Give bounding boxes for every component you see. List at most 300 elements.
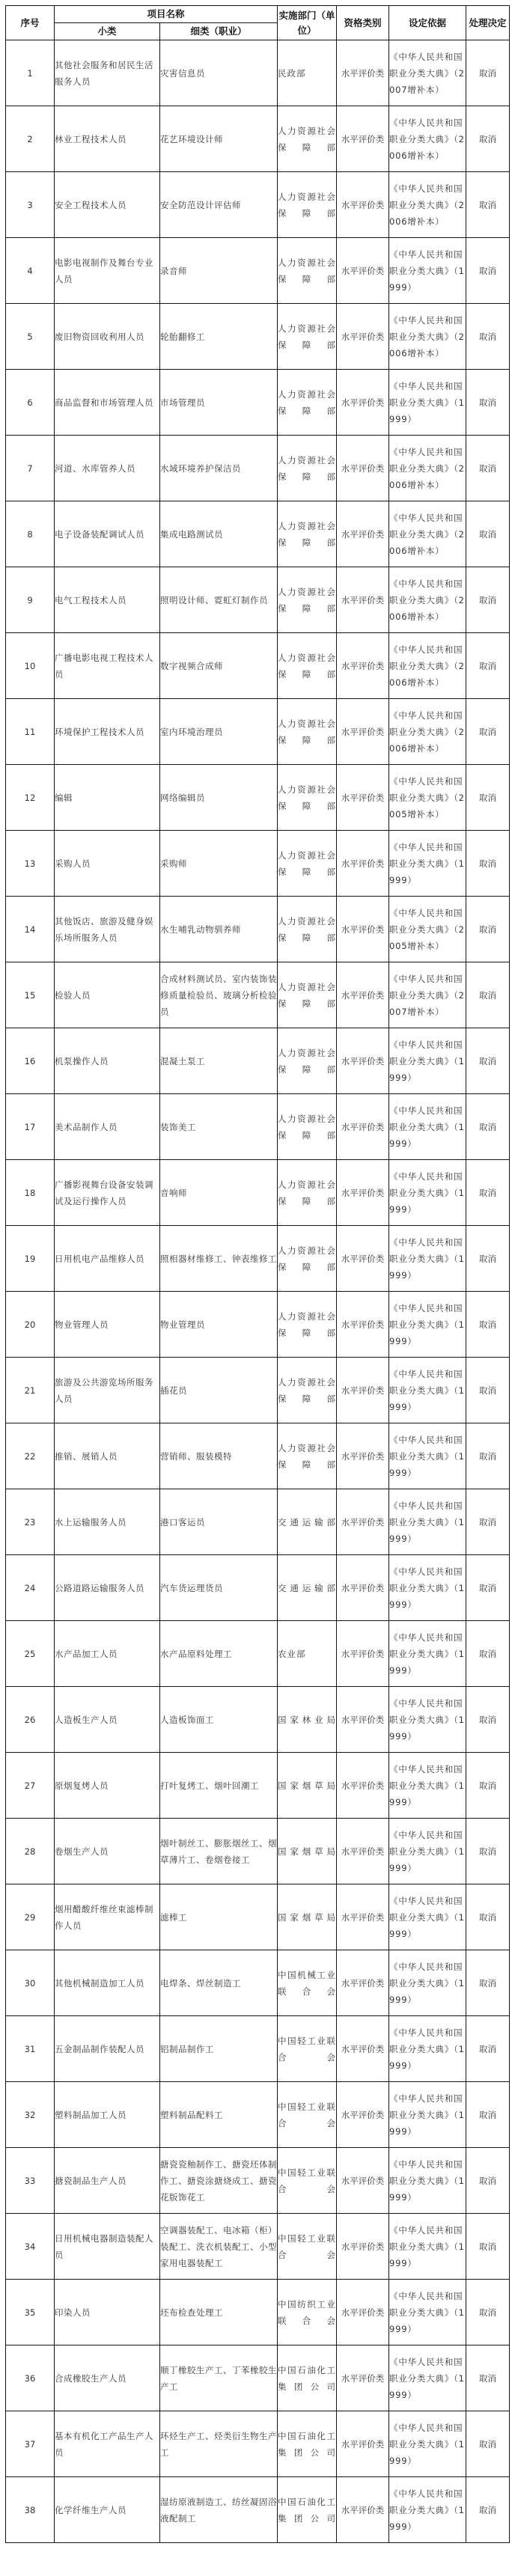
row-number: 38 [6,2477,55,2543]
table-row [6,2148,510,2214]
basis-cell: 《中华人民共和国职业分类大典》（2006增补本） [389,633,466,699]
table-row [6,1555,510,1621]
table-row [6,765,510,831]
detail-class-cell: 插花员 [160,1358,278,1423]
qual-type-cell: 水平评价类 [337,1226,389,1292]
header-decision: 处理决定 [466,6,510,40]
row-number: 24 [6,1555,55,1621]
basis-cell: 《中华人民共和国职业分类大典》（1999） [389,1489,466,1555]
decision-cell: 取消 [466,106,510,172]
row-number: 36 [6,2345,55,2411]
detail-class-cell: 室内环境治理员 [160,699,278,765]
small-class-cell: 电子设备装配调试人员 [55,501,160,567]
dept-cell: 人力资源社会保障部 [278,436,337,501]
detail-class-cell: 空调器装配工、电冰箱（柜）装配工、洗衣机装配工、小型家用电器装配工 [160,2214,278,2280]
decision-cell: 取消 [466,2345,510,2411]
row-number: 12 [6,765,55,831]
small-class-cell: 其他机械制造加工人员 [55,1950,160,2016]
dept-cell: 中国轻工业联合会 [278,2082,337,2148]
basis-cell: 《中华人民共和国职业分类大典》（1999） [389,1621,466,1687]
detail-class-cell: 汽车货运理货员 [160,1555,278,1621]
basis-cell: 《中华人民共和国职业分类大典》（2007增补本） [389,962,466,1028]
table-header [6,6,510,40]
decision-cell: 取消 [466,1950,510,2016]
detail-class-cell: 灾害信息员 [160,40,278,106]
table-row [6,1884,510,1950]
decision-cell: 取消 [466,633,510,699]
qual-type-cell: 水平评价类 [337,1358,389,1423]
dept-cell: 人力资源社会保障部 [278,831,337,897]
basis-cell: 《中华人民共和国职业分类大典》（1999） [389,1226,466,1292]
row-number: 32 [6,2082,55,2148]
table-row [6,2214,510,2280]
table-row [6,238,510,304]
small-class-cell: 日用机电产品维修人员 [55,1226,160,1292]
dept-cell: 交通运输部 [278,1489,337,1555]
dept-cell: 人力资源社会保障部 [278,304,337,370]
decision-cell: 取消 [466,962,510,1028]
basis-cell: 《中华人民共和国职业分类大典》（1999） [389,1160,466,1226]
basis-cell: 《中华人民共和国职业分类大典》（1999） [389,2345,466,2411]
basis-cell: 《中华人民共和国职业分类大典》（2006增补本） [389,567,466,633]
small-class-cell: 卷烟生产人员 [55,1819,160,1884]
table-row [6,1358,510,1423]
table-body [6,40,510,2543]
decision-cell: 取消 [466,897,510,962]
decision-cell: 取消 [466,1292,510,1358]
dept-cell: 人力资源社会保障部 [278,1094,337,1160]
small-class-cell: 采购人员 [55,831,160,897]
detail-class-cell: 港口客运员 [160,1489,278,1555]
qual-type-cell: 水平评价类 [337,238,389,304]
small-class-cell: 原烟复烤人员 [55,1753,160,1819]
detail-class-cell: 打叶复烤工、烟叶回潮工 [160,1753,278,1819]
row-number: 10 [6,633,55,699]
decision-cell: 取消 [466,40,510,106]
row-number: 15 [6,962,55,1028]
dept-cell: 中国轻工业联合会 [278,2214,337,2280]
table-row [6,567,510,633]
decision-cell: 取消 [466,1028,510,1094]
qual-type-cell: 水平评价类 [337,2082,389,2148]
qual-type-cell: 水平评价类 [337,370,389,436]
dept-cell: 农业部 [278,1621,337,1687]
qual-type-cell: 水平评价类 [337,2016,389,2082]
row-number: 37 [6,2411,55,2477]
qual-type-cell: 水平评价类 [337,633,389,699]
dept-cell: 民政部 [278,40,337,106]
decision-cell: 取消 [466,436,510,501]
detail-class-cell: 采购师 [160,831,278,897]
decision-cell: 取消 [466,2411,510,2477]
table-row [6,436,510,501]
qual-type-cell: 水平评价类 [337,1423,389,1489]
decision-cell: 取消 [466,2016,510,2082]
table-row [6,897,510,962]
small-class-cell: 废旧物资回收利用人员 [55,304,160,370]
table-row [6,1621,510,1687]
qual-type-cell: 水平评价类 [337,2477,389,2543]
decision-cell: 取消 [466,831,510,897]
basis-cell: 《中华人民共和国职业分类大典》（1999） [389,2214,466,2280]
decision-cell: 取消 [466,2477,510,2543]
small-class-cell: 化学纤维生产人员 [55,2477,160,2543]
basis-cell: 《中华人民共和国职业分类大典》（1999） [389,2148,466,2214]
dept-cell: 人力资源社会保障部 [278,1358,337,1423]
row-number: 17 [6,1094,55,1160]
row-number: 20 [6,1292,55,1358]
detail-class-cell: 搪瓷瓷釉制作工、搪瓷坯体制作工、搪瓷涂搪烧成工、搪瓷花版饰花工 [160,2148,278,2214]
basis-cell: 《中华人民共和国职业分类大典》（1999） [389,1028,466,1094]
dept-cell: 人力资源社会保障部 [278,172,337,238]
basis-cell: 《中华人民共和国职业分类大典》（2007增补本） [389,40,466,106]
detail-class-cell: 水生哺乳动物驯养师 [160,897,278,962]
qual-type-cell: 水平评价类 [337,1687,389,1753]
small-class-cell: 合成橡胶生产人员 [55,2345,160,2411]
basis-cell: 《中华人民共和国职业分类大典》（1999） [389,2477,466,2543]
detail-class-cell: 市场管理员 [160,370,278,436]
small-class-cell: 河道、水库管养人员 [55,436,160,501]
dept-cell: 人力资源社会保障部 [278,633,337,699]
basis-cell: 《中华人民共和国职业分类大典》（1999） [389,2411,466,2477]
detail-class-cell: 音响师 [160,1160,278,1226]
small-class-cell: 其他社会服务和居民生活服务人员 [55,40,160,106]
header-dept: 实施部门（单位） [278,6,337,40]
decision-cell: 取消 [466,2148,510,2214]
qual-type-cell: 水平评价类 [337,2214,389,2280]
small-class-cell: 五金制品制作装配人员 [55,2016,160,2082]
small-class-cell: 其他饭店、旅游及健身娱乐场所服务人员 [55,897,160,962]
detail-class-cell: 录音师 [160,238,278,304]
basis-cell: 《中华人民共和国职业分类大典》（2006增补本） [389,501,466,567]
small-class-cell: 电气工程技术人员 [55,567,160,633]
dept-cell: 人力资源社会保障部 [278,1423,337,1489]
small-class-cell: 搪瓷制品生产人员 [55,2148,160,2214]
basis-cell: 《中华人民共和国职业分类大典》（1999） [389,1687,466,1753]
row-number: 19 [6,1226,55,1292]
detail-class-cell: 安全防范设计评估师 [160,172,278,238]
detail-class-cell: 花艺环境设计师 [160,106,278,172]
dept-cell: 中国纺织工业联合会 [278,2280,337,2345]
dept-cell: 中国石油化工集团公司 [278,2345,337,2411]
basis-cell: 《中华人民共和国职业分类大典》（1999） [389,1753,466,1819]
dept-cell: 人力资源社会保障部 [278,1226,337,1292]
dept-cell: 人力资源社会保障部 [278,238,337,304]
qual-type-cell: 水平评价类 [337,1753,389,1819]
detail-class-cell: 混凝土泵工 [160,1028,278,1094]
detail-class-cell: 环烃生产工、烃类衍生物生产工 [160,2411,278,2477]
row-number: 22 [6,1423,55,1489]
qual-type-cell: 水平评价类 [337,2148,389,2214]
basis-cell: 《中华人民共和国职业分类大典》（1999） [389,2082,466,2148]
small-class-cell: 塑料制品加工人员 [55,2082,160,2148]
basis-cell: 《中华人民共和国职业分类大典》（1999） [389,2016,466,2082]
qual-type-cell: 水平评价类 [337,897,389,962]
detail-class-cell: 营销师、服装模特 [160,1423,278,1489]
basis-cell: 《中华人民共和国职业分类大典》（1999） [389,1094,466,1160]
detail-class-cell: 水产品原料处理工 [160,1621,278,1687]
decision-cell: 取消 [466,1358,510,1423]
qual-type-cell: 水平评价类 [337,1028,389,1094]
decision-cell: 取消 [466,501,510,567]
qual-type-cell: 水平评价类 [337,2280,389,2345]
dept-cell: 国家烟草局 [278,1819,337,1884]
table-row [6,1753,510,1819]
small-class-cell: 烟用醋酸纤维丝束滤棒制作人员 [55,1884,160,1950]
qual-type-cell: 水平评价类 [337,40,389,106]
small-class-cell: 广播电影电视工程技术人员 [55,633,160,699]
table-row [6,1292,510,1358]
table-row [6,501,510,567]
decision-cell: 取消 [466,1884,510,1950]
small-class-cell: 日用机械电器制造装配人员 [55,2214,160,2280]
detail-class-cell: 网络编辑员 [160,765,278,831]
detail-class-cell: 合成材料测试员、室内装饰装修质量检验员、玻璃分析检验员 [160,962,278,1028]
decision-cell: 取消 [466,2082,510,2148]
table-row [6,1950,510,2016]
detail-class-cell: 数字视频合成师 [160,633,278,699]
table-row [6,370,510,436]
dept-cell: 中国轻工业联合会 [278,2016,337,2082]
row-number: 9 [6,567,55,633]
decision-cell: 取消 [466,1753,510,1819]
table-row [6,2280,510,2345]
detail-class-cell: 坯布检查处理工 [160,2280,278,2345]
basis-cell: 《中华人民共和国职业分类大典》（1999） [389,831,466,897]
small-class-cell: 安全工程技术人员 [55,172,160,238]
table-row [6,1489,510,1555]
detail-class-cell: 照明设计师、霓虹灯制作员 [160,567,278,633]
detail-class-cell: 铝制品制作工 [160,2016,278,2082]
row-number: 7 [6,436,55,501]
qual-type-cell: 水平评价类 [337,962,389,1028]
qual-type-cell: 水平评价类 [337,1884,389,1950]
row-number: 30 [6,1950,55,2016]
decision-cell: 取消 [466,699,510,765]
small-class-cell: 机泵操作人员 [55,1028,160,1094]
dept-cell: 中国石油化工集团公司 [278,2477,337,2543]
small-class-cell: 人造板生产人员 [55,1687,160,1753]
basis-cell: 《中华人民共和国职业分类大典》（2006增补本） [389,106,466,172]
row-number: 18 [6,1160,55,1226]
detail-class-cell: 集成电路测试员 [160,501,278,567]
row-number: 5 [6,304,55,370]
table-row [6,1687,510,1753]
dept-cell: 国家烟草局 [278,1884,337,1950]
qual-type-cell: 水平评价类 [337,436,389,501]
decision-cell: 取消 [466,765,510,831]
header-no: 序号 [6,6,55,40]
dept-cell: 人力资源社会保障部 [278,897,337,962]
detail-class-cell: 电焊条、焊丝制造工 [160,1950,278,2016]
table-row [6,2477,510,2543]
small-class-cell: 电影电视制作及舞台专业人员 [55,238,160,304]
dept-cell: 人力资源社会保障部 [278,1028,337,1094]
basis-cell: 《中华人民共和国职业分类大典》（2005增补本） [389,765,466,831]
decision-cell: 取消 [466,1555,510,1621]
small-class-cell: 公路道路运输服务人员 [55,1555,160,1621]
decision-cell: 取消 [466,1160,510,1226]
small-class-cell: 林业工程技术人员 [55,106,160,172]
qual-type-cell: 水平评价类 [337,1094,389,1160]
dept-cell: 中国轻工业联合会 [278,2148,337,2214]
qual-type-cell: 水平评价类 [337,2345,389,2411]
qual-type-cell: 水平评价类 [337,699,389,765]
header-basis: 设定依据 [389,6,466,40]
row-number: 8 [6,501,55,567]
qual-type-cell: 水平评价类 [337,1819,389,1884]
decision-cell: 取消 [466,1489,510,1555]
basis-cell: 《中华人民共和国职业分类大典》（1999） [389,1292,466,1358]
row-number: 33 [6,2148,55,2214]
basis-cell: 《中华人民共和国职业分类大典》（2006增补本） [389,172,466,238]
decision-cell: 取消 [466,567,510,633]
dept-cell: 人力资源社会保障部 [278,106,337,172]
table-row [6,962,510,1028]
row-number: 25 [6,1621,55,1687]
dept-cell: 中国机械工业联合会 [278,1950,337,2016]
basis-cell: 《中华人民共和国职业分类大典》（2006增补本） [389,304,466,370]
header-detail-class: 细类（职业） [160,23,278,40]
table-row [6,1028,510,1094]
small-class-cell: 基本有机化工产品生产人员 [55,2411,160,2477]
detail-class-cell: 烟叶制丝工、膨胀烟丝工、烟草薄片工、卷烟卷接工 [160,1819,278,1884]
detail-class-cell: 物业管理员 [160,1292,278,1358]
row-number: 6 [6,370,55,436]
qualification-table [5,5,510,2543]
row-number: 13 [6,831,55,897]
decision-cell: 取消 [466,238,510,304]
row-number: 34 [6,2214,55,2280]
qual-type-cell: 水平评价类 [337,765,389,831]
table-row [6,2411,510,2477]
decision-cell: 取消 [466,1621,510,1687]
decision-cell: 取消 [466,1687,510,1753]
small-class-cell: 广播影视舞台设备安装调试及运行操作人员 [55,1160,160,1226]
qual-type-cell: 水平评价类 [337,1292,389,1358]
small-class-cell: 水上运输服务人员 [55,1489,160,1555]
row-number: 16 [6,1028,55,1094]
dept-cell: 人力资源社会保障部 [278,1160,337,1226]
basis-cell: 《中华人民共和国职业分类大典》（1999） [389,2280,466,2345]
detail-class-cell: 人造板饰面工 [160,1687,278,1753]
decision-cell: 取消 [466,172,510,238]
basis-cell: 《中华人民共和国职业分类大典》（2006增补本） [389,436,466,501]
detail-class-cell: 水域环境养护保洁员 [160,436,278,501]
row-number: 31 [6,2016,55,2082]
row-number: 1 [6,40,55,106]
small-class-cell: 商品监督和市场管理人员 [55,370,160,436]
row-number: 11 [6,699,55,765]
table-row [6,106,510,172]
qual-type-cell: 水平评价类 [337,172,389,238]
basis-cell: 《中华人民共和国职业分类大典》（1999） [389,238,466,304]
small-class-cell: 环境保护工程技术人员 [55,699,160,765]
header-project-name: 项目名称 [55,6,278,23]
qual-type-cell: 水平评价类 [337,106,389,172]
detail-class-cell: 滤棒工 [160,1884,278,1950]
table-row [6,831,510,897]
detail-class-cell: 轮胎翻修工 [160,304,278,370]
decision-cell: 取消 [466,370,510,436]
detail-class-cell: 湿纺原液制造工、纺丝凝固浴液配制工 [160,2477,278,2543]
table-row [6,304,510,370]
qual-type-cell: 水平评价类 [337,501,389,567]
row-number: 4 [6,238,55,304]
dept-cell: 人力资源社会保障部 [278,370,337,436]
header-small-class: 小类 [55,23,160,40]
basis-cell: 《中华人民共和国职业分类大典》（1999） [389,1950,466,2016]
dept-cell: 人力资源社会保障部 [278,567,337,633]
small-class-cell: 编辑 [55,765,160,831]
row-number: 28 [6,1819,55,1884]
qual-type-cell: 水平评价类 [337,1555,389,1621]
row-number: 3 [6,172,55,238]
small-class-cell: 印染人员 [55,2280,160,2345]
qual-type-cell: 水平评价类 [337,567,389,633]
table-row [6,172,510,238]
dept-cell: 人力资源社会保障部 [278,765,337,831]
table-row [6,1094,510,1160]
table-row [6,2345,510,2411]
small-class-cell: 美术品制作人员 [55,1094,160,1160]
row-number: 29 [6,1884,55,1950]
decision-cell: 取消 [466,1226,510,1292]
qual-type-cell: 水平评价类 [337,1489,389,1555]
decision-cell: 取消 [466,1819,510,1884]
small-class-cell: 旅游及公共游览场所服务人员 [55,1358,160,1423]
table-row [6,633,510,699]
basis-cell: 《中华人民共和国职业分类大典》（1999） [389,1884,466,1950]
row-number: 14 [6,897,55,962]
header-qual-type: 资格类别 [337,6,389,40]
small-class-cell: 物业管理人员 [55,1292,160,1358]
decision-cell: 取消 [466,2280,510,2345]
row-number: 23 [6,1489,55,1555]
detail-class-cell: 装饰美工 [160,1094,278,1160]
qual-type-cell: 水平评价类 [337,831,389,897]
basis-cell: 《中华人民共和国职业分类大典》（1999） [389,1423,466,1489]
dept-cell: 人力资源社会保障部 [278,1292,337,1358]
dept-cell: 人力资源社会保障部 [278,962,337,1028]
row-number: 27 [6,1753,55,1819]
qual-type-cell: 水平评价类 [337,1950,389,2016]
table-row [6,2016,510,2082]
dept-cell: 人力资源社会保障部 [278,699,337,765]
decision-cell: 取消 [466,1094,510,1160]
basis-cell: 《中华人民共和国职业分类大典》（1999） [389,370,466,436]
dept-cell: 人力资源社会保障部 [278,501,337,567]
table-row [6,1226,510,1292]
row-number: 26 [6,1687,55,1753]
small-class-cell: 检验人员 [55,962,160,1028]
detail-class-cell: 塑料制品配料工 [160,2082,278,2148]
row-number: 35 [6,2280,55,2345]
table-row [6,2082,510,2148]
basis-cell: 《中华人民共和国职业分类大典》（1999） [389,1555,466,1621]
qual-type-cell: 水平评价类 [337,2411,389,2477]
small-class-cell: 推销、展销人员 [55,1423,160,1489]
basis-cell: 《中华人民共和国职业分类大典》（2006增补本） [389,699,466,765]
row-number: 2 [6,106,55,172]
decision-cell: 取消 [466,1423,510,1489]
basis-cell: 《中华人民共和国职业分类大典》（1999） [389,1358,466,1423]
dept-cell: 国家林业局 [278,1687,337,1753]
basis-cell: 《中华人民共和国职业分类大典》（2005增补本） [389,897,466,962]
basis-cell: 《中华人民共和国职业分类大典》（1999） [389,1819,466,1884]
table-row [6,1160,510,1226]
detail-class-cell: 顺丁橡胶生产工、丁苯橡胶生产工 [160,2345,278,2411]
